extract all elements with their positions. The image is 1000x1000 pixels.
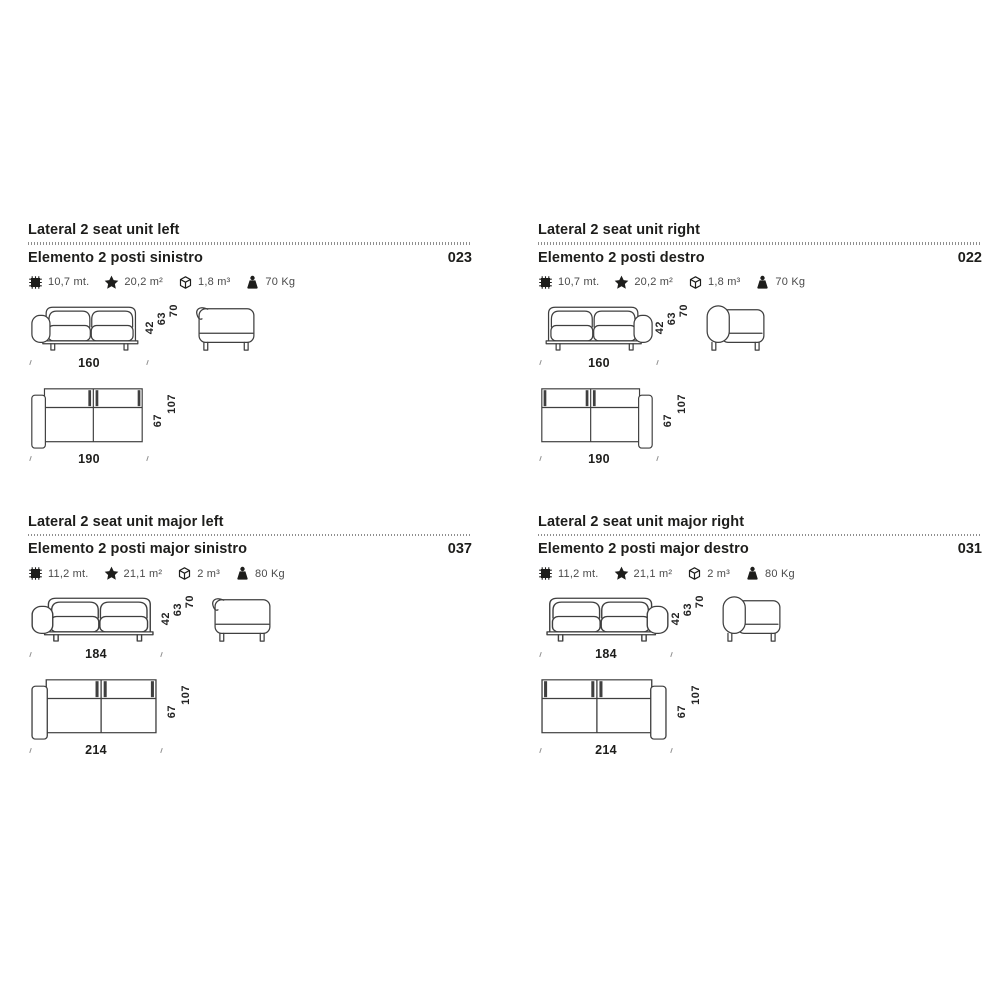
spec-value: 20,2 m² bbox=[124, 276, 164, 288]
unit-card-031 bbox=[538, 514, 982, 758]
spec-volume bbox=[687, 566, 730, 581]
measure-tick bbox=[160, 651, 162, 656]
height-dimension: 42 bbox=[670, 612, 682, 626]
spec-weight bbox=[235, 566, 285, 581]
spec-volume bbox=[178, 275, 230, 290]
spec-leather-area bbox=[104, 566, 163, 581]
sofa-side-view-drawing bbox=[192, 302, 260, 352]
dotted-divider bbox=[28, 242, 472, 245]
height-dimension: 70 bbox=[694, 595, 706, 609]
width-measurement bbox=[540, 356, 658, 370]
measure-tick bbox=[29, 360, 31, 365]
spec-value: 10,7 mt. bbox=[48, 276, 90, 288]
unit-code: 022 bbox=[957, 249, 982, 266]
technical-drawings bbox=[538, 592, 982, 757]
height-dimension: 70 bbox=[678, 303, 690, 317]
leather-area-icon bbox=[104, 275, 119, 290]
unit-title-en: Lateral 2 seat unit left bbox=[28, 222, 180, 238]
width-dimension-label: 190 bbox=[78, 451, 100, 466]
width-dimension-label: 184 bbox=[595, 647, 617, 661]
volume-cube-icon bbox=[178, 275, 193, 290]
leather-area-icon bbox=[614, 566, 629, 581]
spec-fabric-meters bbox=[28, 275, 89, 290]
weight-icon bbox=[235, 566, 250, 581]
weight-icon bbox=[745, 566, 760, 581]
spec-volume bbox=[688, 275, 740, 290]
width-measurement bbox=[540, 452, 658, 466]
subtitle-row bbox=[538, 250, 982, 266]
sofa-top-view-drawing bbox=[30, 678, 158, 740]
measure-tick bbox=[29, 456, 31, 461]
unit-title-it: Elemento 2 posti sinistro bbox=[28, 249, 203, 266]
measure-tick bbox=[160, 747, 162, 752]
width-dimension-label: 214 bbox=[595, 743, 617, 757]
volume-cube-icon bbox=[177, 566, 192, 581]
depth-dimension: 67 bbox=[152, 413, 164, 427]
subtitle-row bbox=[28, 250, 472, 266]
unit-code: 023 bbox=[447, 249, 472, 266]
width-dimension-label: 160 bbox=[588, 355, 610, 370]
fabric-meters-icon bbox=[28, 275, 43, 290]
unit-card-037 bbox=[28, 514, 472, 758]
sofa-side-view-drawing bbox=[702, 302, 770, 352]
spec-row bbox=[538, 275, 982, 290]
height-dimension: 63 bbox=[666, 311, 678, 325]
sofa-top-view-drawing bbox=[540, 678, 668, 740]
sofa-side-view-drawing bbox=[208, 593, 276, 643]
spec-fabric-meters bbox=[538, 566, 599, 581]
width-measurement bbox=[540, 647, 672, 661]
weight-icon bbox=[245, 275, 260, 290]
dotted-divider bbox=[538, 242, 982, 245]
spec-sheet bbox=[28, 222, 982, 757]
depth-dimension: 107 bbox=[690, 685, 702, 705]
height-dimension: 63 bbox=[682, 603, 694, 617]
unit-title-en: Lateral 2 seat unit major right bbox=[538, 513, 745, 530]
height-dimension-labels bbox=[654, 301, 696, 353]
spec-leather-area bbox=[104, 275, 163, 290]
spec-row bbox=[538, 566, 982, 581]
height-dimension: 63 bbox=[156, 311, 168, 325]
depth-dimension: 107 bbox=[676, 393, 688, 414]
height-dimension: 42 bbox=[654, 320, 666, 334]
measure-tick bbox=[539, 747, 541, 752]
depth-dimension: 67 bbox=[662, 413, 674, 427]
unit-title-en: Lateral 2 seat unit right bbox=[538, 222, 701, 238]
unit-code: 031 bbox=[957, 541, 982, 557]
measure-tick bbox=[656, 360, 658, 365]
volume-cube-icon bbox=[688, 275, 703, 290]
spec-value: 80 Kg bbox=[765, 567, 795, 580]
measure-tick bbox=[29, 651, 31, 656]
unit-card-023 bbox=[28, 222, 472, 466]
depth-dimension: 67 bbox=[166, 705, 178, 719]
sofa-top-view-drawing bbox=[540, 387, 654, 449]
depth-dimension-labels bbox=[662, 387, 698, 449]
width-dimension-label: 184 bbox=[85, 647, 107, 661]
spec-leather-area bbox=[614, 566, 673, 581]
depth-dimension: 107 bbox=[166, 393, 178, 414]
dotted-divider bbox=[538, 534, 982, 537]
width-measurement bbox=[540, 743, 672, 757]
spec-value: 21,1 m² bbox=[633, 567, 673, 580]
width-measurement bbox=[30, 452, 148, 466]
height-dimension-labels bbox=[144, 301, 186, 353]
spec-value: 21,1 m² bbox=[123, 567, 163, 580]
subtitle-row bbox=[28, 541, 472, 557]
leather-area-icon bbox=[104, 566, 119, 581]
width-measurement bbox=[30, 356, 148, 370]
fabric-meters-icon bbox=[28, 566, 43, 581]
measure-tick bbox=[146, 456, 148, 461]
volume-cube-icon bbox=[687, 566, 702, 581]
sofa-front-view-drawing bbox=[30, 301, 144, 351]
spec-row bbox=[28, 566, 472, 581]
height-dimension: 42 bbox=[144, 320, 156, 334]
unit-code: 037 bbox=[447, 541, 472, 557]
height-dimension-labels bbox=[670, 592, 712, 644]
width-measurement bbox=[30, 743, 162, 757]
height-dimension: 70 bbox=[184, 595, 196, 609]
spec-fabric-meters bbox=[538, 275, 599, 290]
technical-drawings bbox=[28, 301, 472, 466]
sofa-front-view-drawing bbox=[540, 592, 670, 642]
measure-tick bbox=[539, 360, 541, 365]
width-dimension-label: 214 bbox=[85, 743, 107, 757]
width-dimension-label: 190 bbox=[588, 451, 610, 466]
measure-tick bbox=[670, 747, 672, 752]
height-dimension: 42 bbox=[160, 612, 172, 626]
spec-leather-area bbox=[614, 275, 673, 290]
spec-value: 1,8 m³ bbox=[198, 276, 231, 288]
spec-value: 20,2 m² bbox=[634, 276, 674, 288]
measure-tick bbox=[539, 651, 541, 656]
depth-dimension-labels bbox=[152, 387, 188, 449]
unit-title-it: Elemento 2 posti major sinistro bbox=[28, 541, 248, 557]
sofa-front-view-drawing bbox=[540, 301, 654, 351]
spec-value: 70 Kg bbox=[775, 276, 806, 288]
measure-tick bbox=[539, 456, 541, 461]
sofa-side-view-drawing bbox=[718, 593, 786, 643]
width-dimension-label: 160 bbox=[78, 355, 100, 370]
spec-weight bbox=[745, 566, 795, 581]
spec-fabric-meters bbox=[28, 566, 89, 581]
measure-tick bbox=[656, 456, 658, 461]
subtitle-row bbox=[538, 541, 982, 557]
unit-card-022 bbox=[538, 222, 982, 466]
measure-tick bbox=[29, 747, 31, 752]
dotted-divider bbox=[28, 534, 472, 537]
spec-weight bbox=[245, 275, 295, 290]
technical-drawings bbox=[28, 592, 472, 757]
width-measurement bbox=[30, 647, 162, 661]
fabric-meters-icon bbox=[538, 275, 553, 290]
weight-icon bbox=[755, 275, 770, 290]
spec-weight bbox=[755, 275, 805, 290]
measure-tick bbox=[670, 651, 672, 656]
depth-dimension-labels bbox=[166, 678, 202, 740]
spec-value: 1,8 m³ bbox=[708, 276, 741, 288]
leather-area-icon bbox=[614, 275, 629, 290]
spec-value: 2 m³ bbox=[707, 567, 731, 580]
spec-volume bbox=[177, 566, 220, 581]
spec-value: 10,7 mt. bbox=[558, 276, 600, 288]
spec-row bbox=[28, 275, 472, 290]
spec-value: 80 Kg bbox=[255, 567, 285, 580]
height-dimension-labels bbox=[160, 592, 202, 644]
measure-tick bbox=[146, 360, 148, 365]
depth-dimension-labels bbox=[676, 678, 712, 740]
depth-dimension: 107 bbox=[180, 685, 192, 705]
height-dimension: 63 bbox=[172, 603, 184, 617]
sofa-top-view-drawing bbox=[30, 387, 144, 449]
technical-drawings bbox=[538, 301, 982, 466]
unit-title-it: Elemento 2 posti destro bbox=[538, 249, 705, 266]
fabric-meters-icon bbox=[538, 566, 553, 581]
unit-title-it: Elemento 2 posti major destro bbox=[538, 541, 749, 557]
depth-dimension: 67 bbox=[676, 705, 688, 719]
spec-value: 11,2 mt. bbox=[558, 567, 599, 580]
sofa-front-view-drawing bbox=[30, 592, 160, 642]
spec-value: 2 m³ bbox=[197, 567, 221, 580]
spec-value: 70 Kg bbox=[265, 276, 296, 288]
unit-title-en: Lateral 2 seat unit major left bbox=[28, 513, 224, 530]
height-dimension: 70 bbox=[168, 303, 180, 317]
spec-value: 11,2 mt. bbox=[48, 567, 89, 580]
